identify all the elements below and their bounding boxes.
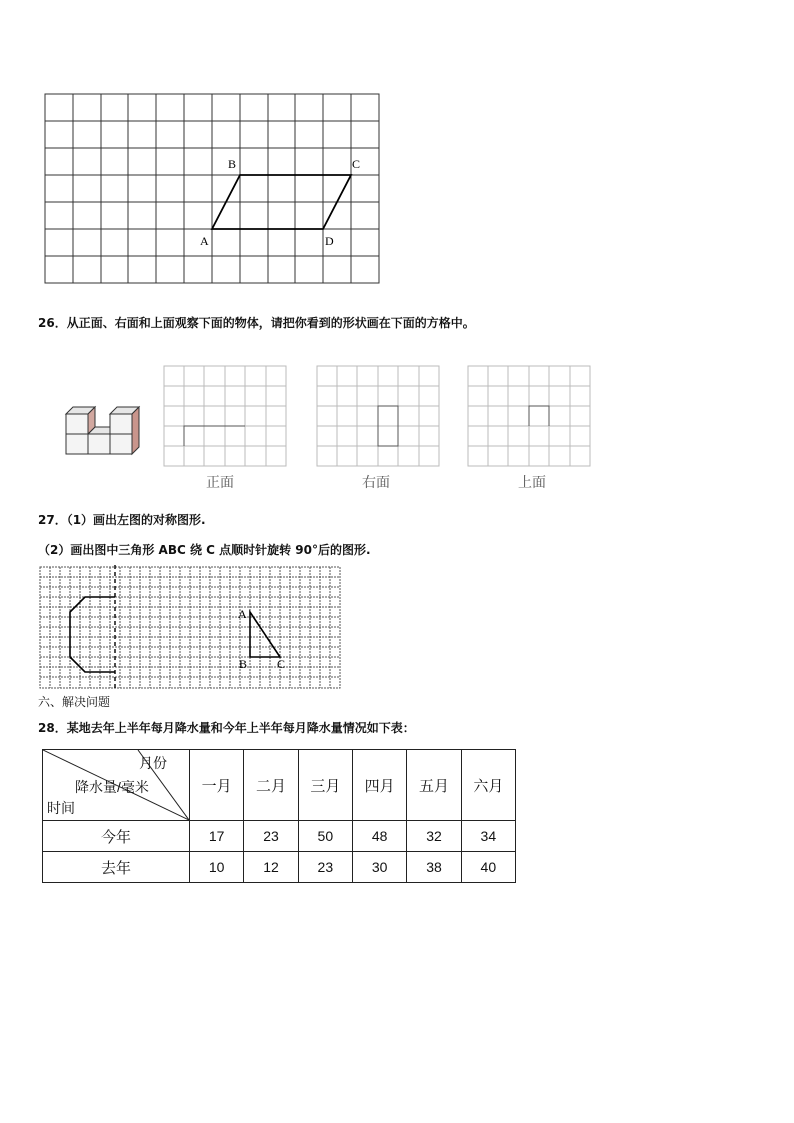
half-shape — [70, 597, 115, 672]
table-cell: 38 — [407, 852, 461, 883]
point-d-label: D — [325, 234, 334, 248]
front-view-grid[interactable] — [163, 365, 289, 469]
table-cell: 32 — [407, 821, 461, 852]
table-header-month: 二月 — [244, 750, 298, 821]
point-a-label: A — [200, 234, 209, 248]
triangle-abc — [250, 612, 280, 657]
table-cell: 10 — [190, 852, 244, 883]
table-header-row — [43, 750, 516, 821]
corner-rain-label: 降水量/毫米 — [75, 779, 149, 795]
table-row — [43, 852, 516, 883]
table-row — [43, 821, 516, 852]
parallelogram-grid — [40, 90, 385, 290]
table-header-month: 一月 — [190, 750, 244, 821]
rainfall-table — [42, 749, 516, 883]
table-cell: 30 — [352, 852, 406, 883]
front-view-label: 正面 — [206, 475, 234, 491]
table-corner-cell — [43, 750, 190, 821]
question-28-text: 28．某地去年上半年每月降水量和今年上半年每月降水量情况如下表： — [38, 721, 415, 735]
table-cell: 48 — [352, 821, 406, 852]
table-cell: 40 — [461, 852, 515, 883]
table-cell: 17 — [190, 821, 244, 852]
table-row-label: 今年 — [43, 821, 190, 852]
table-cell: 23 — [244, 821, 298, 852]
table-cell: 34 — [461, 821, 515, 852]
corner-month-label: 月份 — [139, 755, 167, 771]
table-cell: 50 — [298, 821, 352, 852]
table-header-month: 四月 — [352, 750, 406, 821]
table-cell: 23 — [298, 852, 352, 883]
tri-point-a-label: A — [238, 607, 247, 621]
right-view-label: 右面 — [362, 475, 390, 491]
top-view-label: 上面 — [518, 475, 546, 491]
section-6-title: 六、解决问题 — [38, 695, 111, 709]
point-b-label: B — [228, 157, 237, 171]
question-26-text: 26．从正面、右面和上面观察下面的物体，请把你看到的形状画在下面的方格中。 — [38, 316, 475, 330]
table-header-month: 五月 — [407, 750, 461, 821]
cube-object-figure — [62, 402, 144, 458]
tri-point-b-label: B — [239, 657, 248, 671]
corner-time-label: 时间 — [47, 800, 75, 816]
table-header-month: 三月 — [298, 750, 352, 821]
right-view-grid[interactable] — [316, 365, 442, 469]
table-cell: 12 — [244, 852, 298, 883]
question-27-part1: 27．（1）画出左图的对称图形. — [38, 513, 206, 527]
question-27-part2: （2）画出图中三角形 ABC 绕 C 点顺时针旋转 90°后的图形. — [38, 543, 371, 557]
point-c-label: C — [352, 157, 361, 171]
table-row-label: 去年 — [43, 852, 190, 883]
table-header-month: 六月 — [461, 750, 515, 821]
top-view-grid[interactable] — [467, 365, 593, 469]
tri-point-c-label: C — [277, 657, 286, 671]
symmetry-rotation-grid[interactable] — [38, 565, 343, 690]
